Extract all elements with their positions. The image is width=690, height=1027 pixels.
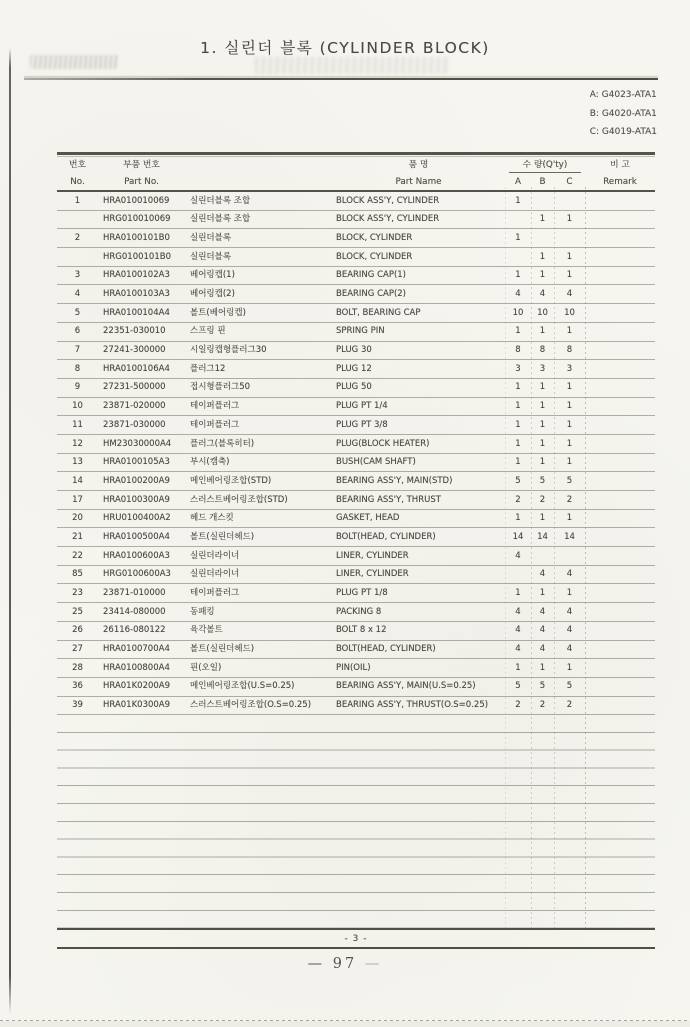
cell-qty-c: 4	[566, 606, 573, 617]
cell-no: 26	[72, 625, 83, 636]
cell-name-kr: 테이퍼플러그	[190, 419, 240, 430]
cell-no: 23	[72, 588, 83, 599]
bottom-page-number	[0, 956, 690, 972]
cell-name-kr: 테이퍼플러그	[190, 401, 240, 412]
cell-part-no: HRG0100101B0	[103, 251, 171, 262]
table-row	[57, 510, 655, 529]
cell-qty-b: 4	[539, 625, 546, 636]
cell-qty-c: 1	[566, 382, 573, 393]
cell-no: 2	[74, 232, 81, 243]
cell-name-kr: 플러그12	[190, 363, 226, 374]
table-row	[57, 472, 655, 491]
table-row	[57, 454, 655, 473]
table-row	[57, 547, 655, 566]
cell-name-en: BEARING CAP(2)	[336, 289, 406, 300]
cell-qty-b: 1	[539, 457, 546, 468]
cell-no: 5	[74, 307, 81, 318]
table-row	[57, 603, 655, 622]
cell-name-en: PLUG PT 3/8	[336, 419, 388, 430]
cell-no: 85	[72, 569, 83, 580]
table-row	[57, 323, 655, 342]
table-row	[57, 641, 655, 660]
cell-part-no: 27231-500000	[103, 382, 166, 393]
cell-qty-c: 1	[566, 326, 573, 337]
cell-qty-a: 1	[515, 588, 521, 599]
cell-no: 13	[72, 457, 83, 468]
cell-name-en: BEARING CAP(1)	[336, 270, 406, 281]
variant-b: B: G4020-ATA1	[589, 108, 657, 119]
cell-no: 14	[72, 475, 83, 486]
cell-no: 7	[74, 345, 81, 356]
cell-name-kr: 실린더라이너	[190, 569, 240, 580]
cell-qty-c: 3	[566, 363, 573, 374]
cell-qty-a: 5	[515, 681, 521, 692]
cell-name-en: PIN(OIL)	[336, 662, 371, 673]
header-part-no	[98, 159, 185, 190]
table-row	[57, 566, 655, 585]
table-page-number: - 3 -	[57, 928, 655, 949]
cell-name-en: BEARING ASS'Y, MAIN(STD)	[336, 475, 453, 486]
cell-qty-a: 1	[515, 438, 521, 449]
model-variant-list	[590, 86, 657, 142]
title-divider-line	[24, 78, 658, 80]
cell-no: 6	[74, 326, 81, 337]
cell-part-no: HRA0100700A4	[103, 644, 170, 655]
cell-qty-b: 5	[539, 475, 546, 486]
header-part-name	[332, 159, 505, 190]
cell-name-en: SPRING PIN	[336, 326, 385, 337]
header-remark-kr: 비 고	[610, 160, 630, 170]
cell-name-en: GASKET, HEAD	[336, 513, 400, 524]
cell-no: 3	[74, 270, 81, 281]
variant-a: A: G4023-ATA1	[589, 90, 657, 100]
cell-name-kr: 동패킹	[190, 606, 215, 617]
cell-name-en: PLUG PT 1/8	[336, 588, 388, 599]
ink-stamp-smudge	[30, 55, 118, 69]
page-num-value: 97	[332, 956, 358, 972]
cell-no: 11	[72, 419, 83, 430]
cell-qty-a: 2	[515, 700, 521, 711]
cell-qty-b: 1	[539, 251, 546, 262]
cell-name-kr: 베어링캡(1)	[190, 270, 235, 281]
header-part-no-en: Part No.	[124, 177, 159, 188]
cell-qty-c: 2	[566, 700, 573, 711]
header-qty-group	[505, 159, 585, 190]
cell-no: 22	[72, 550, 83, 561]
table-row	[57, 584, 655, 603]
cell-part-no: HRA0100104A4	[103, 307, 170, 318]
cell-part-no: HRA0100102A3	[103, 270, 170, 281]
table-row	[57, 435, 655, 454]
cell-qty-a: 1	[515, 232, 521, 243]
cell-qty-b: 8	[539, 345, 546, 356]
cell-part-no: 26116-080122	[103, 625, 166, 636]
cell-qty-b: 3	[539, 363, 546, 374]
cell-name-en: BOLT, BEARING CAP	[336, 307, 421, 318]
cell-qty-a: 8	[515, 345, 521, 356]
table-row	[57, 697, 655, 716]
cell-name-kr: 스러스트베어링조합(STD)	[190, 494, 288, 505]
cell-part-no: HRA010010069	[103, 195, 170, 206]
cell-part-no: HRA01K0300A9	[103, 700, 171, 711]
cell-name-en: LINER, CYLINDER	[336, 569, 409, 580]
cell-part-no: 27241-300000	[103, 345, 166, 356]
cell-part-no: HRG0100600A3	[103, 569, 171, 580]
cell-part-no: HRA0100106A4	[103, 363, 170, 374]
cell-name-en: BOLT(HEAD, CYLINDER)	[336, 531, 436, 542]
table-row	[57, 528, 655, 547]
cell-name-kr: 플러그(블록히터)	[190, 438, 255, 449]
cell-qty-b: 2	[539, 494, 546, 505]
cell-part-no: HRA0100800A4	[103, 662, 170, 673]
cell-name-en: BOLT 8 x 12	[336, 625, 387, 636]
cell-qty-b: 1	[539, 662, 546, 673]
cell-part-no: 23414-080000	[103, 606, 166, 617]
cell-no: 25	[72, 606, 83, 617]
cell-part-no: HRA0100600A3	[103, 550, 170, 561]
cell-qty-a: 1	[515, 195, 521, 206]
cell-qty-c: 1	[566, 251, 573, 262]
cell-qty-b: 1	[539, 326, 546, 337]
cell-name-en: BEARING ASS'Y, MAIN(U.S=0.25)	[336, 681, 476, 692]
table-row	[57, 678, 655, 697]
table-row	[57, 285, 655, 304]
cell-name-kr: 실린더블록 조합	[190, 195, 251, 206]
cell-part-no: HRA01K0200A9	[103, 681, 171, 692]
page-title: 1. 실린더 블록 (CYLINDER BLOCK)	[200, 39, 490, 57]
cell-qty-b: 1	[539, 419, 546, 430]
cell-qty-c: 1	[566, 419, 573, 430]
cell-name-kr: 실린더블록 조합	[190, 214, 251, 225]
cell-name-en: BLOCK ASS'Y, CYLINDER	[336, 195, 440, 206]
header-qty-c: C	[566, 177, 573, 188]
cell-part-no: HRA0100300A9	[103, 494, 170, 505]
cell-part-no: HRA0100103A3	[103, 289, 170, 300]
cell-qty-b: 1	[539, 382, 546, 393]
cell-name-en: BEARING ASS'Y, THRUST(O.S=0.25)	[336, 700, 489, 711]
cell-qty-c: 4	[566, 569, 573, 580]
cell-name-kr: 볼트(베어링캡)	[190, 307, 246, 318]
table-row	[57, 659, 655, 678]
cell-name-kr: 테이퍼플러그	[190, 588, 240, 599]
cell-name-en: BLOCK, CYLINDER	[336, 251, 413, 262]
cell-qty-c: 1	[566, 662, 573, 673]
cell-qty-b: 1	[539, 270, 546, 281]
cell-qty-a: 1	[515, 662, 521, 673]
cell-qty-c: 2	[566, 494, 573, 505]
cell-part-no: HM23030000A4	[103, 438, 172, 449]
cell-name-kr: 볼트(실린더헤드)	[190, 531, 255, 542]
cell-qty-a: 1	[515, 382, 521, 393]
cell-qty-a: 3	[515, 363, 521, 374]
cell-part-no: 22351-030010	[103, 326, 166, 337]
cell-qty-c: 5	[566, 475, 573, 486]
cell-qty-b: 1	[539, 513, 546, 524]
cell-name-en: PLUG 50	[336, 382, 372, 393]
table-row	[57, 248, 655, 267]
cell-qty-c: 4	[566, 289, 573, 300]
cell-qty-a: 10	[512, 307, 524, 318]
cell-qty-a: 4	[515, 289, 521, 300]
table-row	[57, 229, 655, 248]
table-row	[57, 416, 655, 435]
cell-qty-b: 1	[539, 438, 546, 449]
cell-qty-a: 2	[515, 494, 521, 505]
header-part-no-kr: 부품 번호	[123, 160, 160, 170]
header-name-kr: 품 명	[408, 160, 429, 170]
cell-name-en: PLUG 30	[336, 345, 372, 356]
table-row	[57, 192, 655, 211]
cell-name-kr: 육각볼트	[190, 625, 223, 636]
header-qty-a: A	[514, 177, 522, 188]
cell-name-kr: 메인베어링조합(U.S=0.25)	[190, 681, 295, 692]
cell-qty-c: 1	[566, 513, 573, 524]
cell-qty-b: 4	[539, 644, 546, 655]
cell-part-no: HRA0100200A9	[103, 475, 170, 486]
header-remark-en: Remark	[603, 177, 637, 188]
header-name-en: Part Name	[395, 177, 442, 188]
cell-part-no: HRG010010069	[103, 214, 171, 225]
table-row	[57, 360, 655, 379]
table-row	[57, 398, 655, 417]
cell-name-kr: 시일링캡형플러그30	[190, 345, 267, 356]
cell-no: 17	[72, 494, 83, 505]
cell-qty-c: 1	[566, 270, 573, 281]
cell-name-kr: 접시형플러그50	[190, 382, 251, 393]
cell-qty-b: 4	[539, 289, 546, 300]
header-no-kr: 번호	[69, 160, 86, 170]
cell-qty-a: 1	[515, 513, 521, 524]
cell-part-no: HRA0100105A3	[103, 457, 170, 468]
cell-name-en: BOLT(HEAD, CYLINDER)	[336, 644, 436, 655]
cell-name-kr: 베어링캡(2)	[190, 289, 235, 300]
cell-name-kr: 볼트(실린더헤드)	[190, 644, 255, 655]
faded-text-smudge	[255, 57, 450, 74]
table-row	[57, 267, 655, 286]
cell-name-en: BLOCK, CYLINDER	[336, 232, 413, 243]
cell-no: 36	[72, 681, 83, 692]
scan-edge-line	[9, 48, 11, 1014]
cell-name-kr: 실린더블록	[190, 232, 232, 243]
cell-no: 10	[72, 401, 83, 412]
table-header	[57, 157, 655, 192]
table-row	[57, 622, 655, 641]
cell-qty-b: 2	[539, 700, 546, 711]
cell-no: 4	[74, 289, 81, 300]
table-row	[57, 379, 655, 398]
cell-qty-a: 4	[515, 550, 521, 561]
cell-qty-c: 5	[566, 681, 573, 692]
cell-qty-b: 4	[539, 569, 546, 580]
cell-name-kr: 스프링 핀	[190, 326, 226, 337]
cell-part-no: 23871-030000	[103, 419, 166, 430]
cell-qty-b: 1	[539, 588, 546, 599]
cell-qty-c: 1	[566, 438, 573, 449]
cell-name-kr: 부시(캠축)	[190, 457, 230, 468]
cell-qty-c: 4	[566, 625, 573, 636]
cell-qty-a: 1	[515, 326, 521, 337]
cell-qty-a: 1	[515, 457, 521, 468]
cell-no: 20	[72, 513, 83, 524]
cell-qty-c: 1	[566, 214, 573, 225]
cell-part-no: 23871-020000	[103, 401, 166, 412]
cell-qty-b: 1	[539, 214, 546, 225]
cell-no: 12	[72, 438, 83, 449]
cell-no: 28	[72, 662, 83, 673]
cell-no: 9	[74, 382, 81, 393]
cell-qty-a: 14	[512, 531, 524, 542]
cell-qty-c: 8	[566, 345, 573, 356]
cell-qty-a: 1	[515, 419, 521, 430]
cell-name-kr: 실린더라이너	[190, 550, 240, 561]
cell-qty-c: 4	[566, 644, 573, 655]
cell-name-kr: 헤드 개스킷	[190, 513, 234, 524]
cell-qty-b: 14	[537, 531, 548, 542]
header-remark	[585, 159, 655, 190]
cell-qty-a: 4	[515, 625, 521, 636]
cell-qty-c: 14	[564, 531, 575, 542]
cell-qty-b: 5	[539, 681, 546, 692]
cell-name-en: LINER, CYLINDER	[336, 550, 409, 561]
parts-table	[57, 152, 655, 949]
cell-name-en: PACKING 8	[336, 606, 382, 617]
cell-qty-c: 1	[566, 457, 573, 468]
cell-part-no: HRA0100101B0	[103, 232, 170, 243]
cell-name-en: BUSH(CAM SHAFT)	[336, 457, 416, 468]
header-no	[57, 159, 98, 190]
empty-ruled-rows	[57, 715, 655, 928]
page-num-dash-right: —	[357, 956, 383, 972]
cell-name-en: BLOCK ASS'Y, CYLINDER	[336, 214, 440, 225]
table-row	[57, 491, 655, 510]
cell-qty-b: 1	[539, 401, 546, 412]
table-row	[57, 211, 655, 230]
header-name-kr-col	[185, 159, 332, 190]
cell-qty-a: 4	[515, 606, 521, 617]
variant-c: C: G4019-ATA1	[589, 127, 657, 137]
scan-bottom-band	[0, 1021, 690, 1027]
cell-no: 21	[72, 531, 83, 542]
header-qty-label: 수 량(Q'ty)	[509, 160, 581, 173]
cell-qty-a: 4	[515, 644, 521, 655]
page-num-dash-left: —	[307, 956, 333, 972]
cell-part-no: HRU0100400A2	[103, 513, 171, 524]
table-top-border	[57, 152, 655, 155]
cell-name-kr: 스러스트베어링조합(O.S=0.25)	[190, 700, 312, 711]
cell-no: 8	[74, 363, 81, 374]
cell-qty-b: 10	[537, 307, 548, 318]
cell-name-kr: 핀(오일)	[190, 662, 222, 673]
table-body	[57, 192, 655, 715]
cell-name-kr: 실린더블록	[190, 251, 232, 262]
cell-part-no: 23871-010000	[103, 588, 166, 599]
cell-qty-a: 1	[515, 401, 521, 412]
cell-name-kr: 메인베어링조합(STD)	[190, 475, 272, 486]
cell-qty-c: 1	[566, 401, 573, 412]
cell-qty-a: 1	[515, 270, 521, 281]
cell-no: 27	[72, 644, 83, 655]
cell-no: 39	[72, 700, 83, 711]
cell-name-en: BEARING ASS'Y, THRUST	[336, 494, 441, 505]
cell-name-en: PLUG PT 1/4	[336, 401, 388, 412]
cell-qty-c: 1	[566, 588, 573, 599]
cell-qty-b: 4	[539, 606, 546, 617]
cell-name-en: PLUG(BLOCK HEATER)	[336, 438, 430, 449]
cell-name-en: PLUG 12	[336, 363, 372, 374]
table-row	[57, 342, 655, 361]
cell-no: 1	[74, 195, 81, 206]
header-qty-b: B	[539, 177, 546, 188]
table-row	[57, 304, 655, 323]
cell-part-no: HRA0100500A4	[103, 531, 170, 542]
header-no-en: No.	[70, 177, 85, 188]
cell-qty-c: 10	[564, 307, 575, 318]
cell-qty-a: 5	[515, 475, 521, 486]
